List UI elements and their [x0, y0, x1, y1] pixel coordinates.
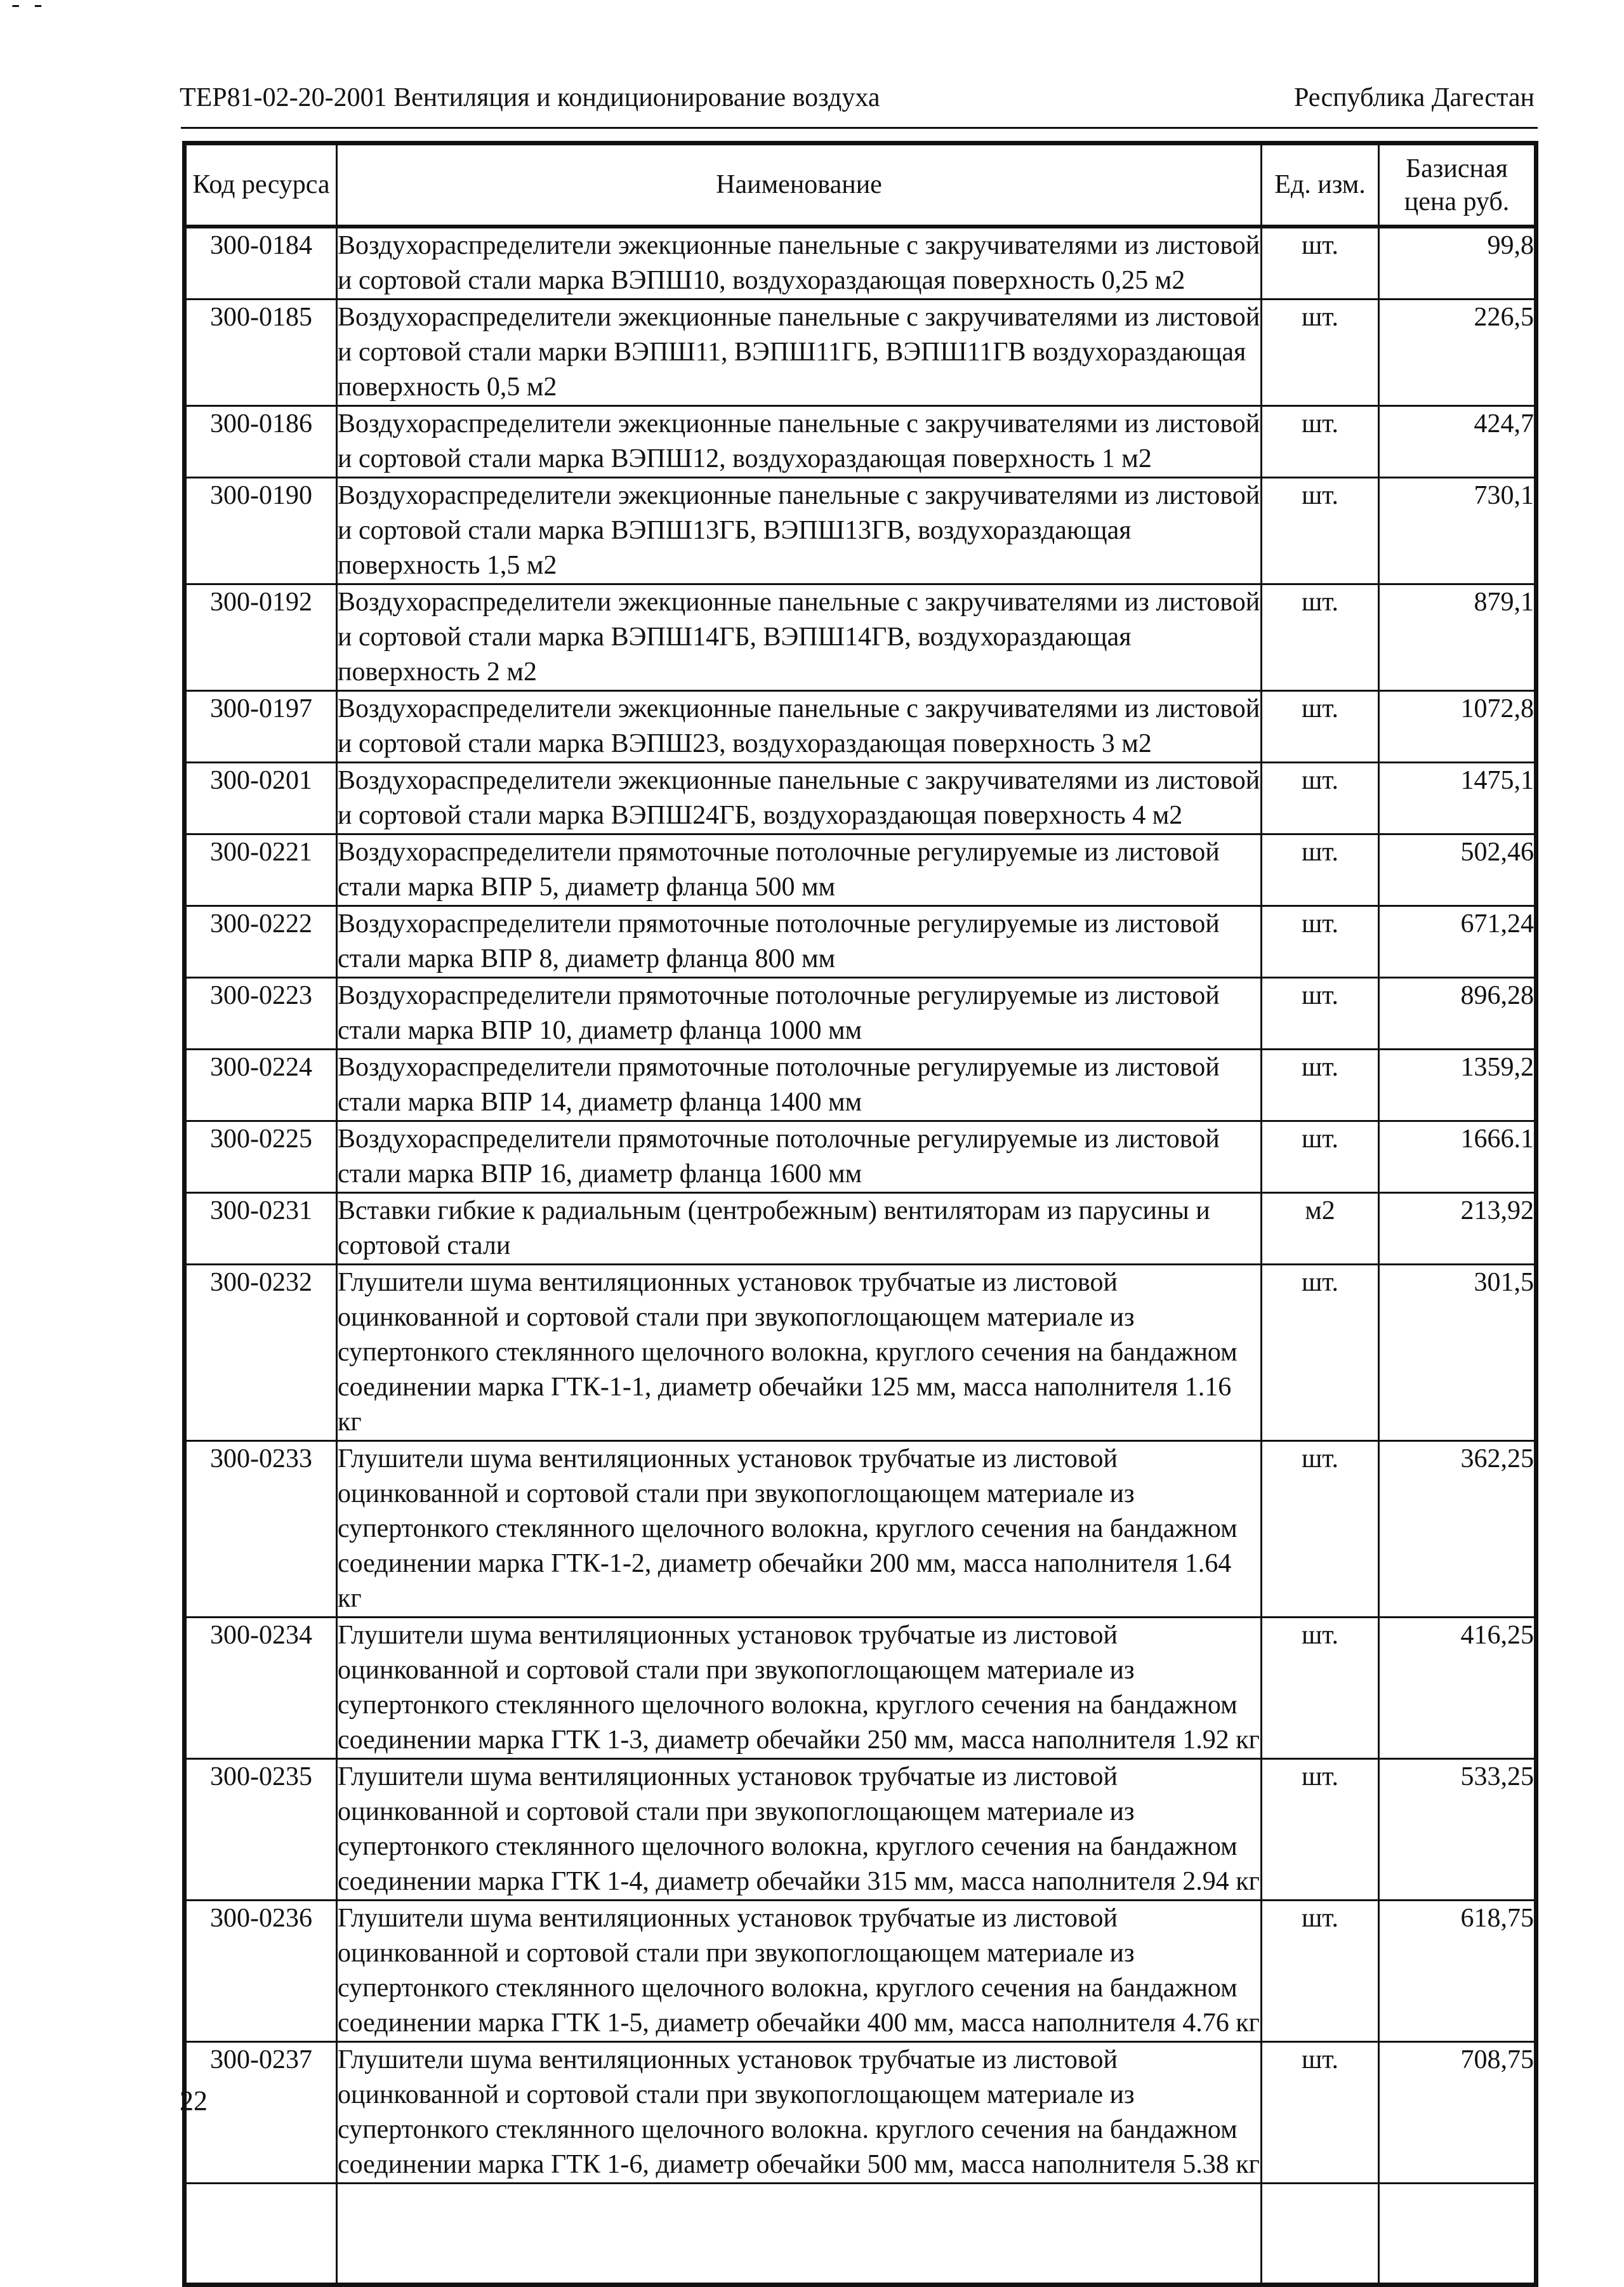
column-header-unit: Ед. изм. [1262, 143, 1379, 227]
resource-code-cell: 300-0192 [185, 584, 337, 691]
price-cell: 1475,1 [1379, 763, 1536, 834]
price-cell: 416,25 [1379, 1618, 1536, 1759]
unit-cell: шт. [1262, 978, 1379, 1050]
item-name-cell: Воздухораспределители прямоточные потолочные регулируемые из листовой стали марка ВПР 16, диаметр фланца 1600 мм [337, 1121, 1262, 1193]
empty-table-row [185, 2184, 1536, 2285]
resource-code-cell: 300-0237 [185, 2042, 337, 2184]
resource-code-cell: 300-0201 [185, 763, 337, 834]
unit-cell: шт. [1262, 1441, 1379, 1618]
unit-cell: шт. [1262, 691, 1379, 763]
unit-cell: шт. [1262, 763, 1379, 834]
price-cell: 896,28 [1379, 978, 1536, 1050]
unit-cell: шт. [1262, 2042, 1379, 2184]
table-row [185, 478, 1536, 584]
price-cell: 1359,2 [1379, 1050, 1536, 1121]
item-name-cell: Глушители шума вентиляционных установок трубчатые из листовой оцинкованной и сортовой стали при звукопоглощающем материале из супертонкого стеклянного щелочного волокна. круглого сечения на бандажном соединении марка ГТК 1-6, диаметр обечайки 500 мм, масса наполнителя 5.38 кг [337, 2042, 1262, 2184]
price-cell: 879,1 [1379, 584, 1536, 691]
item-name-cell: Глушители шума вентиляционных установок трубчатые из листовой оцинкованной и сортовой стали при звукопоглощающем материале из супертонкого стеклянного щелочного волокна, круглого сечения на бандажном соединении марка ГТК-1-2, диаметр обечайки 200 мм, масса наполнителя 1.64 кг [337, 1441, 1262, 1618]
item-name-cell: Воздухораспределители эжекционные панельные с закручивателями из листовой и сортовой стали марка ВЭПШ13ГБ, ВЭПШ13ГВ, воздухораздающая поверхность 1,5 м2 [337, 478, 1262, 584]
empty-cell [337, 2184, 1262, 2285]
region-name: Республика Дагестан [1293, 83, 1535, 112]
empty-cell [185, 2184, 337, 2285]
price-cell: 730,1 [1379, 478, 1536, 584]
resource-code-cell: 300-0233 [185, 1441, 337, 1618]
price-table [182, 141, 1538, 2287]
item-name-cell: Воздухораспределители прямоточные потолочные регулируемые из листовой стали марка ВПР 10, диаметр фланца 1000 мм [337, 978, 1262, 1050]
item-name-cell: Воздухораспределители эжекционные панельные с закручивателями из листовой и сортовой стали марка ВЭПШ24ГБ, воздухораздающая поверхность 4 м2 [337, 763, 1262, 834]
table-row [185, 1759, 1536, 1901]
resource-code-cell: 300-0224 [185, 1050, 337, 1121]
price-cell: 502,46 [1379, 834, 1536, 906]
resource-code-cell: 300-0190 [185, 478, 337, 584]
price-cell: 533,25 [1379, 1759, 1536, 1901]
item-name-cell: Воздухораспределители эжекционные панельные с закручивателями из листовой и сортовой стали марка ВЭПШ12, воздухораздающая поверхность 1 м2 [337, 406, 1262, 478]
resource-code-cell: 300-0225 [185, 1121, 337, 1193]
item-name-cell: Воздухораспределители эжекционные панельные с закручивателями из листовой и сортовой стали марка ВЭПШ23, воздухораздающая поверхность 3 м2 [337, 691, 1262, 763]
resource-code-cell: 300-0222 [185, 906, 337, 978]
unit-cell: шт. [1262, 1618, 1379, 1759]
table-row [185, 300, 1536, 406]
unit-cell: шт. [1262, 300, 1379, 406]
item-name-cell: Глушители шума вентиляционных установок трубчатые из листовой оцинкованной и сортовой стали при звукопоглощающем материале из супертонкого стеклянного щелочного волокна, круглого сечения на бандажном соединении марка ГТК 1-5, диаметр обечайки 400 мм, масса наполнителя 4.76 кг [337, 1901, 1262, 2042]
item-name-cell: Глушители шума вентиляционных установок трубчатые из листовой оцинкованной и сортовой стали при звукопоглощающем материале из супертонкого стеклянного щелочного волокна, круглого сечения на бандажном соединении марка ГТК 1-4, диаметр обечайки 315 мм, масса наполнителя 2.94 кг [337, 1759, 1262, 1901]
table-header-row [185, 143, 1536, 227]
unit-cell: шт. [1262, 906, 1379, 978]
header-divider [181, 127, 1538, 129]
resource-code-cell: 300-0197 [185, 691, 337, 763]
resource-code-cell: 300-0185 [185, 300, 337, 406]
price-cell: 1666.1 [1379, 1121, 1536, 1193]
price-cell: 362,25 [1379, 1441, 1536, 1618]
item-name-cell: Воздухораспределители эжекционные панельные с закручивателями из листовой и сортовой стали марка ВЭПШ10, воздухораздающая поверхность 0,25 м2 [337, 227, 1262, 300]
resource-code-cell: 300-0231 [185, 1193, 337, 1265]
item-name-cell: Воздухораспределители прямоточные потолочные регулируемые из листовой стали марка ВПР 8, диаметр фланца 800 мм [337, 906, 1262, 978]
item-name-cell: Воздухораспределители эжекционные панельные с закручивателями из листовой и сортовой стали марки ВЭПШ11, ВЭПШ11ГБ, ВЭПШ11ГВ воздухораздающая поверхность 0,5 м2 [337, 300, 1262, 406]
unit-cell: м2 [1262, 1193, 1379, 1265]
table-row [185, 1901, 1536, 2042]
empty-cell [1262, 2184, 1379, 2285]
table-row [185, 1193, 1536, 1265]
unit-cell: шт. [1262, 1759, 1379, 1901]
price-cell: 99,8 [1379, 227, 1536, 300]
unit-cell: шт. [1262, 406, 1379, 478]
table-row [185, 691, 1536, 763]
column-header-name: Наименование [337, 143, 1262, 227]
unit-cell: шт. [1262, 227, 1379, 300]
price-cell: 226,5 [1379, 300, 1536, 406]
table-row [185, 584, 1536, 691]
column-header-price: Базисная цена руб. [1379, 143, 1536, 227]
table-row [185, 227, 1536, 300]
unit-cell: шт. [1262, 584, 1379, 691]
unit-cell: шт. [1262, 478, 1379, 584]
table-row [185, 1618, 1536, 1759]
price-cell: 708,75 [1379, 2042, 1536, 2184]
page-number: 22 [180, 2085, 208, 2116]
unit-cell: шт. [1262, 1050, 1379, 1121]
table-row [185, 978, 1536, 1050]
table-row [185, 763, 1536, 834]
price-cell: 213,92 [1379, 1193, 1536, 1265]
item-name-cell: Вставки гибкие к радиальным (центробежным) вентиляторам из парусины и сортовой стали [337, 1193, 1262, 1265]
price-cell: 1072,8 [1379, 691, 1536, 763]
table-row [185, 906, 1536, 978]
resource-code-cell: 300-0223 [185, 978, 337, 1050]
table-body [185, 227, 1536, 2285]
table-row [185, 1265, 1536, 1441]
price-cell: 424,7 [1379, 406, 1536, 478]
table-row [185, 1441, 1536, 1618]
table-row [185, 834, 1536, 906]
resource-code-cell: 300-0186 [185, 406, 337, 478]
item-name-cell: Воздухораспределители эжекционные панельные с закручивателями из листовой и сортовой стали марка ВЭПШ14ГБ, ВЭПШ14ГВ, воздухораздающая поверхность 2 м2 [337, 584, 1262, 691]
resource-code-cell: 300-0221 [185, 834, 337, 906]
resource-code-cell: 300-0184 [185, 227, 337, 300]
resource-code-cell: 300-0236 [185, 1901, 337, 2042]
column-header-code: Код ресурса [185, 143, 337, 227]
table-row [185, 1050, 1536, 1121]
unit-cell: шт. [1262, 1121, 1379, 1193]
price-cell: 301,5 [1379, 1265, 1536, 1441]
unit-cell: шт. [1262, 834, 1379, 906]
unit-cell: шт. [1262, 1265, 1379, 1441]
resource-code-cell: 300-0234 [185, 1618, 337, 1759]
price-cell: 618,75 [1379, 1901, 1536, 2042]
resource-code-cell: 300-0235 [185, 1759, 337, 1901]
document-title: ТЕР81-02-20-2001 Вентиляция и кондиционирование воздуха [180, 83, 880, 112]
item-name-cell: Глушители шума вентиляционных установок трубчатые из листовой оцинкованной и сортовой стали при звукопоглощающем материале из супертонкого стеклянного щелочного волокна, круглого сечения на бандажном соединении марка ГТК 1-3, диаметр обечайки 250 мм, масса наполнителя 1.92 кг [337, 1618, 1262, 1759]
resource-code-cell: 300-0232 [185, 1265, 337, 1441]
unit-cell: шт. [1262, 1901, 1379, 2042]
item-name-cell: Глушители шума вентиляционных установок трубчатые из листовой оцинкованной и сортовой стали при звукопоглощающем материале из супертонкого стеклянного щелочного волокна, круглого сечения на бандажном соединении марка ГТК-1-1, диаметр обечайки 125 мм, масса наполнителя 1.16 кг [337, 1265, 1262, 1441]
price-cell: 671,24 [1379, 906, 1536, 978]
table-row [185, 1121, 1536, 1193]
table-row [185, 2042, 1536, 2184]
empty-cell [1379, 2184, 1536, 2285]
item-name-cell: Воздухораспределители прямоточные потолочные регулируемые из листовой стали марка ВПР 5, диаметр фланца 500 мм [337, 834, 1262, 906]
scan-corner-marks: - - [11, 0, 46, 18]
item-name-cell: Воздухораспределители прямоточные потолочные регулируемые из листовой стали марка ВПР 14, диаметр фланца 1400 мм [337, 1050, 1262, 1121]
table-row [185, 406, 1536, 478]
